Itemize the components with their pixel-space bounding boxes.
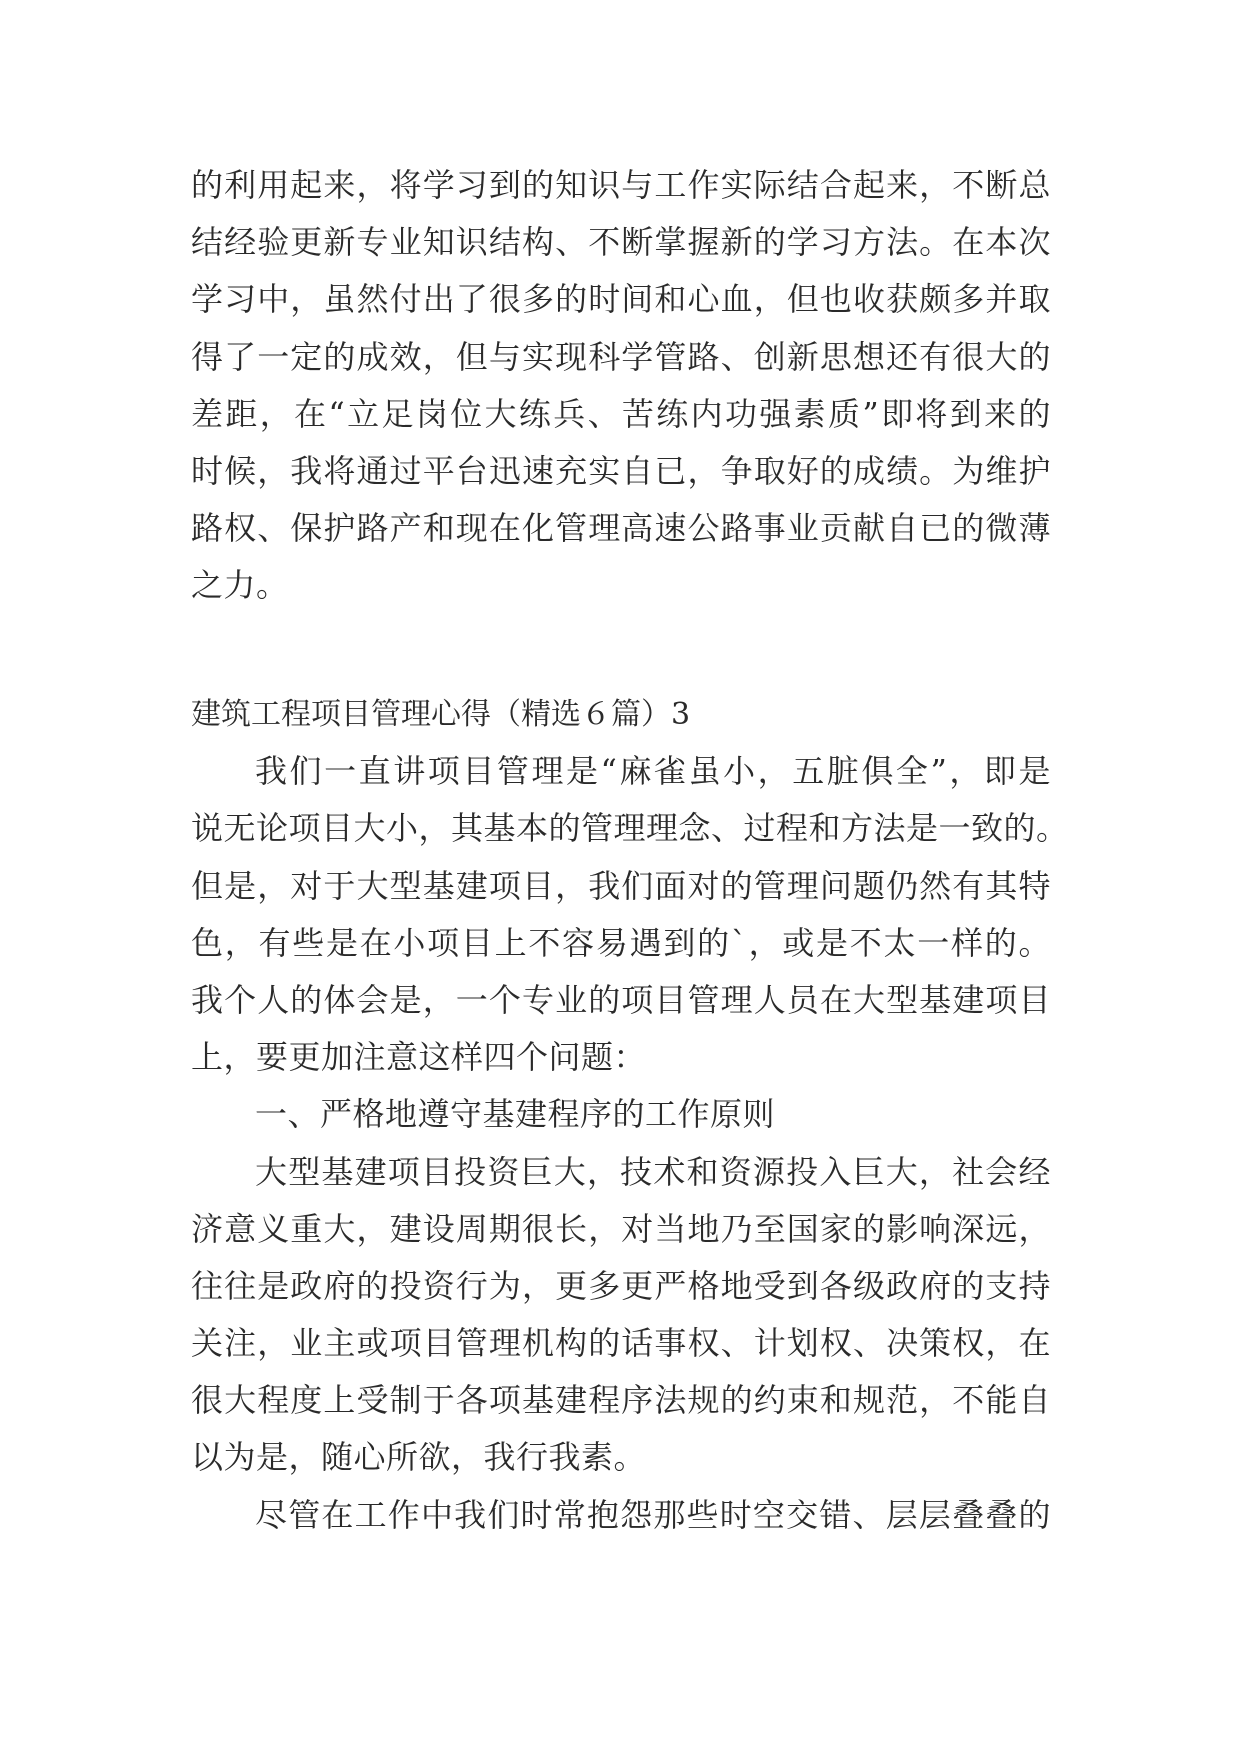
paragraph-line: 关注，业主或项目管理机构的话事权、计划权、决策权，在 <box>191 1324 1051 1363</box>
paragraph-line: 很大程度上受制于各项基建程序法规的约束和规范，不能自 <box>191 1381 1051 1420</box>
paragraph-line: 的利用起来，将学习到的知识与工作实际结合起来，不断总 <box>191 166 1051 204</box>
subheading-line: 一、严格地遵守基建程序的工作原则 <box>255 1095 776 1134</box>
paragraph-line: 往往是政府的投资行为，更多更严格地受到各级政府的支持 <box>191 1266 1051 1305</box>
paragraph-line: 差距，在“立足岗位大练兵、苦练内功强素质”即将到来的 <box>191 394 1051 433</box>
paragraph-line: 时候，我将通过平台迅速充实自已，争取好的成绩。为维护 <box>191 451 1051 490</box>
paragraph-line: 得了一定的成效，但与实现科学管路、创新思想还有很大的 <box>191 337 1051 376</box>
paragraph-line: 之力。 <box>191 566 289 605</box>
paragraph-line: 色，有些是在小项目上不容易遇到的`，或是不太一样的。 <box>191 923 1051 962</box>
paragraph-line: 路权、保护路产和现在化管理高速公路事业贡献自已的微薄 <box>191 509 1051 548</box>
paragraph-line: 我们一直讲项目管理是“麻雀虽小，五脏俱全”，即是 <box>255 752 1051 791</box>
paragraph-line: 以为是，随心所欲，我行我素。 <box>191 1438 647 1477</box>
paragraph-line: 我个人的体会是，一个专业的项目管理人员在大型基建项目 <box>191 980 1051 1019</box>
section-title: 建筑工程项目管理心得（精选６篇）3 <box>191 697 691 732</box>
paragraph-line: 结经验更新专业知识结构、不断掌握新的学习方法。在本次 <box>191 223 1051 262</box>
paragraph-line: 但是，对于大型基建项目，我们面对的管理问题仍然有其特 <box>191 866 1051 905</box>
paragraph-line: 上，要更加注意这样四个问题： <box>191 1038 647 1077</box>
paragraph-line: 济意义重大，建设周期很长，对当地乃至国家的影响深远， <box>191 1209 1051 1248</box>
paragraph-line: 尽管在工作中我们时常抱怨那些时空交错、层层叠叠的 <box>255 1495 1051 1534</box>
paragraph-line: 大型基建项目投资巨大，技术和资源投入巨大，社会经 <box>255 1152 1051 1191</box>
paragraph-line: 说无论项目大小，其基本的管理理念、过程和方法是一致的。 <box>191 809 1069 848</box>
continued-paragraph <box>191 157 1051 615</box>
section-block <box>191 686 1069 1544</box>
paragraph-line: 学习中，虽然付出了很多的时间和心血，但也收获颇多并取 <box>191 280 1051 319</box>
